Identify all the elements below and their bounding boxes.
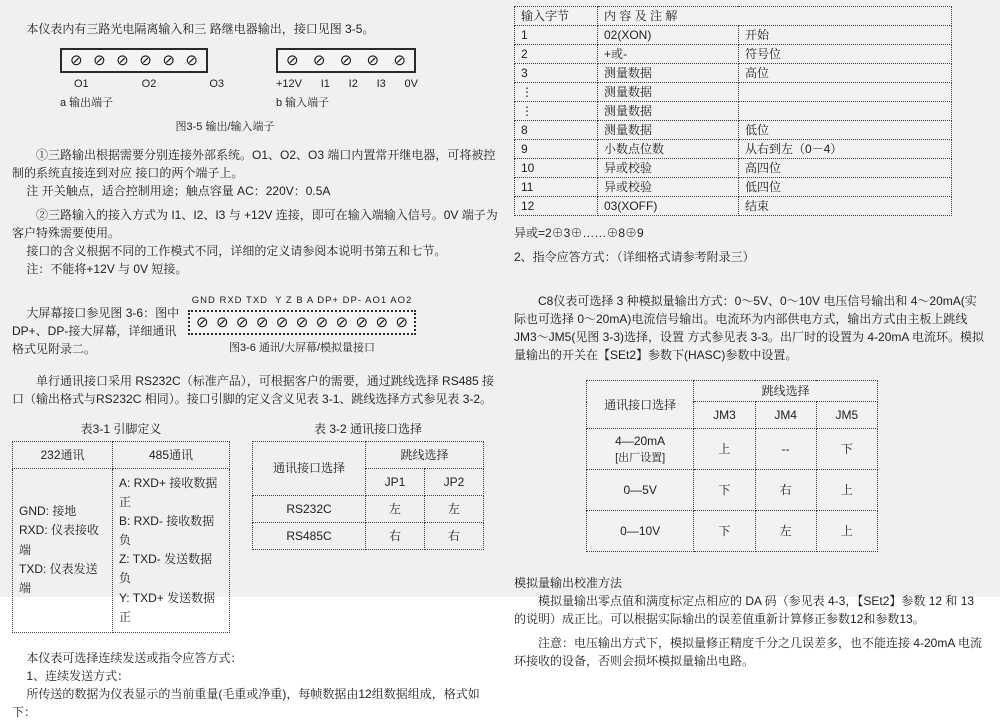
screw-terminal-icon: ⊘ — [235, 313, 249, 331]
screw-terminal-icon: ⊘ — [93, 52, 106, 69]
jm3-cell: 下 — [694, 511, 755, 552]
data-frame-table — [514, 6, 952, 216]
screw-terminal-icon: ⊘ — [255, 313, 269, 331]
screw-terminal-icon: ⊘ — [395, 313, 408, 331]
comm-terminal-strip — [188, 310, 416, 335]
terminal-label: O3 — [209, 78, 224, 90]
comm-terminal-labels: GND RXD TXD Y Z B A DP+ DP- AO1 AO2 — [191, 294, 413, 306]
frame-format-intro: 所传送的数据为仪表显示的当前重量(毛重或净重)，每帧数据由12组数据组成，格式如下： — [12, 687, 480, 719]
pin-line: A: RXD+ 接收数据正 — [118, 475, 218, 509]
jm5-header: JM5 — [816, 402, 877, 429]
figure-3-5 — [60, 48, 498, 111]
bigscreen-paragraph: 大屏幕接口参见图 3-6：图中 DP+、DP-接大屏幕，详细通讯格式见附录二。 — [12, 305, 180, 356]
jm5-cell: 上 — [816, 470, 877, 511]
jp1-cell: 右 — [366, 522, 425, 549]
byte-header: 输入字节 — [515, 7, 598, 26]
jm3-cell: 上 — [694, 429, 755, 470]
table-row — [515, 64, 952, 83]
jp2-header: JP2 — [425, 468, 484, 495]
pin-jumper-tables — [12, 408, 498, 634]
bigscreen-section — [12, 294, 498, 358]
screw-terminal-icon: ⊘ — [315, 313, 329, 331]
mode-label: 4—20mA — [615, 433, 666, 448]
note-cell: 低位 — [738, 121, 951, 140]
jp2-cell: 右 — [425, 522, 484, 549]
table-row — [587, 470, 878, 511]
calibration-title: 模拟量输出校准方法 — [514, 576, 623, 590]
byte-cell: ⋮ — [515, 102, 598, 121]
table-row — [515, 140, 952, 159]
note-cell: 高位 — [738, 64, 951, 83]
jm4-cell: 右 — [755, 470, 816, 511]
byte-cell: 1 — [515, 26, 598, 45]
pin-line: B: RXD- 接收数据负 — [118, 513, 215, 548]
jumper-select-header: 跳线选择 — [694, 381, 878, 402]
pin-definition-table — [12, 441, 230, 634]
screw-terminal-icon: ⊘ — [339, 52, 353, 69]
screw-terminal-icon: ⊘ — [215, 313, 229, 331]
input-terminal-labels — [276, 76, 418, 93]
input-description: ②三路输入的接入方式为 I1、I2、I3 与 +12V 连接，即可在输入端输入信号。0V 端子为客户特殊需要使用。 — [12, 207, 498, 240]
pin-line: Y: TXD+ 发送数据正 — [118, 590, 216, 624]
pin-line: GND: 接地 — [19, 504, 77, 519]
pins-485-cell — [112, 468, 229, 633]
intro-paragraph: 本仪表内有三路光电隔离输入和三 路继电器输出，接口见图 3-5。 — [26, 22, 375, 36]
screw-terminal-icon: ⊘ — [295, 313, 309, 331]
mode-cell: RS485C — [253, 522, 366, 549]
table-row — [515, 121, 952, 140]
screw-terminal-icon: ⊘ — [366, 52, 380, 69]
output-description: ①三路输出根据需要分别连接外部系统。O1、O2、O3 端口内置常开继电器，可将被控制的系统直接连到对应 接口的两个端子上。 — [12, 147, 496, 180]
jm3-cell: 下 — [694, 470, 755, 511]
figure-3-5-caption: 图3-5 输出/输入端子 — [175, 121, 275, 133]
content-cell: 异或校验 — [598, 159, 739, 178]
terminal-label: O2 — [141, 78, 157, 90]
terminal-label: O1 — [74, 78, 89, 90]
screw-terminal-icon: ⊘ — [70, 52, 83, 69]
screw-terminal-icon: ⊘ — [116, 52, 129, 69]
note-cell: 结束 — [738, 197, 951, 216]
table-row — [515, 159, 952, 178]
byte-cell: 2 — [515, 45, 598, 64]
screw-terminal-icon: ⊘ — [275, 313, 289, 331]
mode-cell: 0—5V — [587, 470, 694, 511]
content-cell: 异或校验 — [598, 178, 739, 197]
table-3-2-wrap — [252, 408, 484, 550]
byte-cell: 3 — [515, 64, 598, 83]
jp2-cell: 左 — [425, 495, 484, 522]
send-mode-intro: 本仪表可选择连续发送或指令应答方式： — [26, 651, 243, 665]
screw-terminal-icon: ⊘ — [375, 313, 389, 331]
note-cell: 低四位 — [738, 178, 951, 197]
jm5-cell: 下 — [816, 429, 877, 470]
content-cell: 测量数据 — [598, 83, 739, 102]
byte-cell: 12 — [515, 197, 598, 216]
byte-cell: ⋮ — [515, 83, 598, 102]
table-row — [515, 102, 952, 121]
output-terminal-strip — [60, 48, 208, 73]
jumper-select-header: 跳线选择 — [366, 441, 484, 468]
content-cell: 测量数据 — [598, 121, 739, 140]
table-row — [253, 522, 484, 549]
terminal-label: I3 — [376, 78, 386, 90]
table-3-2-caption: 表 3-2 通讯接口选择 — [313, 421, 422, 436]
port-meaning-note: 接口的含义根据不同的工作模式不同，详细的定义请参阅本说明书第五和七节。 — [26, 243, 447, 258]
calibration-note: 注意：电压输出方式下，模拟量修正精度千分之几误差多，也不能连接 4-20mA 电流环接收的设备，否则会损坏模拟量输出电路。 — [514, 636, 983, 668]
screw-terminal-icon: ⊘ — [355, 313, 369, 331]
pin-line: RXD: 仪表接收端 — [19, 523, 100, 557]
figure-3-6 — [188, 294, 416, 358]
table-row — [587, 429, 878, 470]
jm4-cell: -- — [755, 429, 816, 470]
note-cell: 符号位 — [738, 45, 951, 64]
short-circuit-note: 注：不能将+12V 与 0V 短接。 — [26, 261, 188, 276]
output-terminal-block — [60, 48, 238, 111]
note-cell: 高四位 — [738, 159, 951, 178]
comm-select-header: 通讯接口选择 — [253, 441, 366, 495]
relay-note: 注 开关触点，适合控制用途；触点容量 AC：220V：0.5A — [26, 183, 331, 198]
screw-terminal-icon: ⊘ — [162, 52, 175, 69]
content-cell: 02(XON) — [598, 26, 739, 45]
byte-cell: 8 — [515, 121, 598, 140]
calibration-paragraph: 模拟量输出零点值和满度标定点相应的 DA 码（参见表 4-3，【SEt2】参数 12 和 13 的说明）成正比。可以根据实际输出的误差值重新计算修正参数12和参数13。 — [514, 594, 975, 626]
content-cell: 小数点位数 — [598, 140, 739, 159]
byte-cell: 11 — [515, 178, 598, 197]
table-row — [515, 83, 952, 102]
screw-terminal-icon: ⊘ — [335, 313, 349, 331]
screw-terminal-icon: ⊘ — [139, 52, 152, 69]
jm3-header: JM3 — [694, 402, 755, 429]
jm4-cell: 左 — [755, 511, 816, 552]
table-row — [515, 45, 952, 64]
table-row — [515, 26, 952, 45]
byte-cell: 9 — [515, 140, 598, 159]
terminal-label: 0V — [404, 78, 418, 90]
table-row — [515, 178, 952, 197]
mode-cell: RS232C — [253, 495, 366, 522]
screw-terminal-icon: ⊘ — [196, 313, 209, 331]
note-cell — [738, 83, 951, 102]
input-terminal-strip — [276, 48, 416, 73]
pin-line: Z: TXD- 发送数据负 — [118, 552, 213, 586]
content-cell: 03(XOFF) — [598, 197, 739, 216]
xor-formula: 异或=2⊕3⊕……⊕8⊕9 — [514, 226, 644, 240]
content-header: 内 容 及 注 解 — [598, 7, 952, 26]
analog-jumper-table — [586, 380, 878, 552]
pin-line: TXD: 仪表发送端 — [19, 561, 98, 596]
table-row — [515, 197, 952, 216]
mode-cell: 0—10V — [587, 511, 694, 552]
factory-setting-label: [出厂设置] — [615, 451, 666, 464]
table-row — [253, 495, 484, 522]
input-terminal-block — [276, 48, 418, 111]
content-cell: +或- — [598, 45, 739, 64]
jm5-cell: 上 — [816, 511, 877, 552]
right-column — [508, 0, 1000, 668]
table-row — [587, 511, 878, 552]
content-cell: 测量数据 — [598, 102, 739, 121]
content-cell: 测量数据 — [598, 64, 739, 83]
jm4-header: JM4 — [755, 402, 816, 429]
continuous-send-title: 1、连续发送方式： — [26, 669, 130, 683]
table-3-1-caption: 表3-1 引脚定义 — [80, 421, 162, 436]
terminal-label: I1 — [320, 78, 330, 90]
jp1-header: JP1 — [366, 468, 425, 495]
input-terminal-sublabel: b 输入端子 — [276, 96, 330, 109]
screw-terminal-icon: ⊘ — [393, 52, 406, 69]
note-cell: 开始 — [738, 26, 951, 45]
table-3-1-wrap — [12, 408, 230, 634]
screw-terminal-icon: ⊘ — [286, 52, 299, 69]
analog-output-paragraph: C8仪表可选择 3 种模拟量输出方式：0～5V、0～10V 电压信号输出和 4～20mA(实际也可选择 0～20mA)电流信号输出。电流环为内部供电方式，输出方式由主板上跳线 JM3～JM5(见图 3-3)选择，设置 方式参见表 3-3。出厂时的设置为 4-20mA 电流环。模拟量输出的开关在【SEt2】参数下(HASC)参数中设置。 — [514, 294, 985, 362]
note-cell — [738, 102, 951, 121]
mode-cell — [587, 429, 694, 470]
terminal-label: +12V — [276, 78, 302, 90]
output-terminal-labels — [60, 76, 238, 93]
screw-terminal-icon: ⊘ — [312, 52, 326, 69]
command-mode-line: 2、指令应答方式：（详细格式请参考附录三） — [514, 250, 755, 264]
output-terminal-sublabel: a 输出端子 — [60, 96, 114, 109]
analog-select-header: 通讯接口选择 — [587, 381, 694, 429]
comm-jumper-table — [252, 441, 484, 550]
col-header-485: 485通讯 — [112, 441, 229, 468]
figure-3-6-caption: 图3-6 通讯/大屏幕/模拟量接口 — [228, 341, 376, 354]
byte-cell: 10 — [515, 159, 598, 178]
jp1-cell: 左 — [366, 495, 425, 522]
terminal-label: I2 — [348, 78, 358, 90]
pins-232-cell — [13, 468, 113, 633]
serial-paragraph: 单行通讯接口采用 RS232C（标准产品），可根据客户的需要，通过跳线选择 RS485 接口（输出格式与RS232C 相同）。接口引脚的定义含义见表 3-1、跳线选择方式参见表 3-2。 — [12, 373, 495, 406]
col-header-232: 232通讯 — [13, 441, 113, 468]
screw-terminal-icon: ⊘ — [185, 52, 198, 69]
note-cell: 从右到左（0－4） — [738, 140, 951, 159]
